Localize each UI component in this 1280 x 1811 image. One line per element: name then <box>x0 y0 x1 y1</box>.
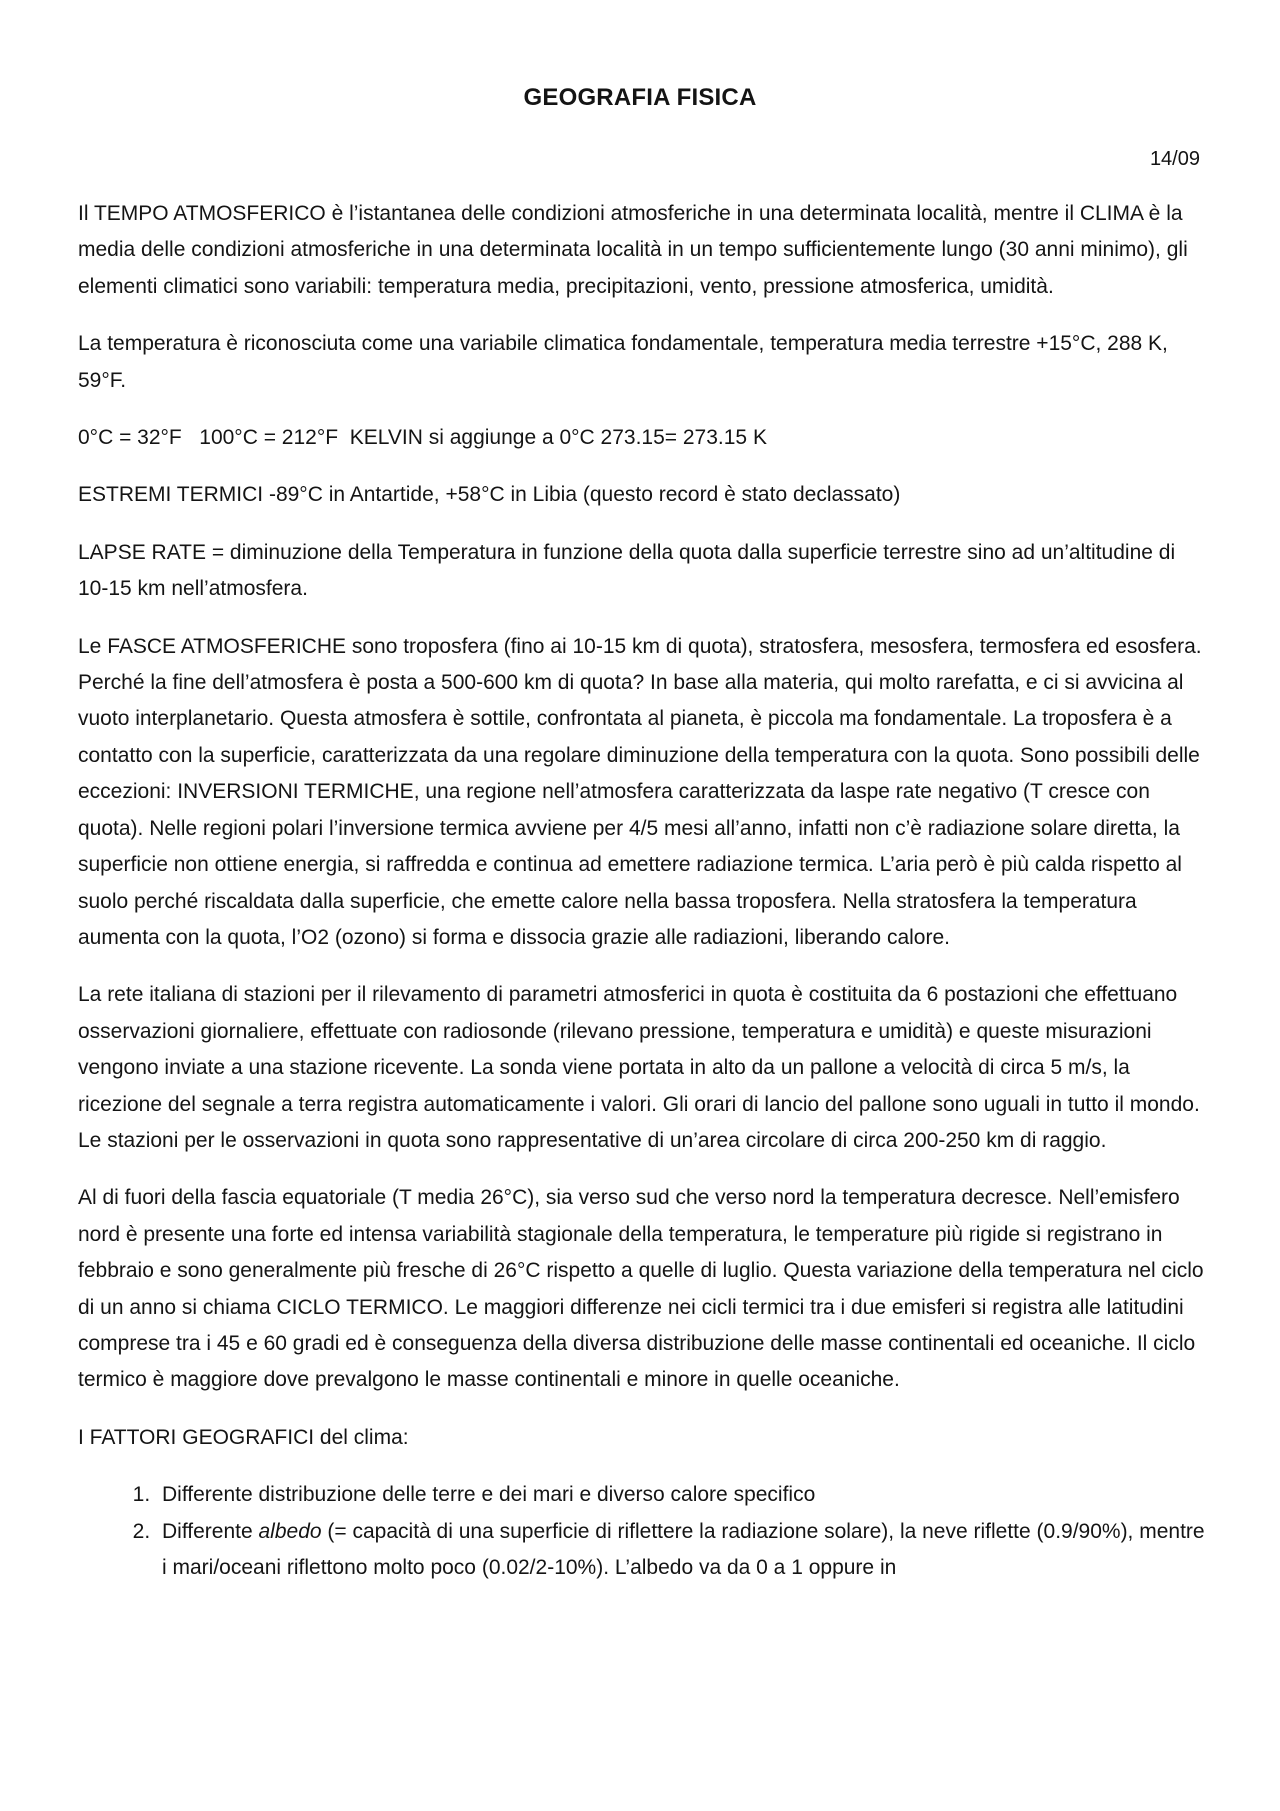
factors-list <box>78 1477 1208 1586</box>
date-label: 14/09 <box>1149 148 1200 170</box>
paragraph-rete-italiana: La rete italiana di stazioni per il rilevamento di parametri atmosferici in quota è costituita da 6 postazioni che effettuano osservazioni giornaliere, effettuate con radiosonde (rilevano pressione, temperatura e umidità) e queste misurazioni vengono inviate a una stazione ricevente. La sonda viene portata in alto da un pallone a velocità di circa 5 m/s, la ricezione del segnale a terra registra automaticamente i valori. Gli orari di lancio del pallone sono uguali in tutto il mondo. Le stazioni per le osservazioni in quota sono rappresentative di un’area circolare di circa 200-250 km di raggio. <box>78 983 1200 1152</box>
list-item-text-after: (= capacità di una superficie di riflettere la radiazione solare), la neve riflette (0.9/90%), mentre i mari/oceani riflettono molto poco (0.02/2-10%). L’albedo va da 0 a 1 oppure in <box>162 1519 1205 1579</box>
paragraph-temperatura: La temperatura è riconosciuta come una variabile climatica fondamentale, temperatura media terrestre +15°C, 288 K, 59°F. <box>78 332 1168 392</box>
paragraph-lapse-rate: LAPSE RATE = diminuzione della Temperatura in funzione della quota dalla superficie terrestre sino ad un’altitudine di 10-15 km nell’atmosfera. <box>78 540 1176 601</box>
list-item <box>156 1514 1208 1587</box>
list-item-text: Differente distribuzione delle terre e dei mari e diverso calore specifico <box>162 1483 816 1507</box>
albedo-term: albedo <box>258 1519 322 1543</box>
paragraph-conversioni: 0°C = 32°F 100°C = 212°F KELVIN si aggiunge a 0°C 273.15= 273.15 K <box>78 426 767 450</box>
paragraph-fasce-atmosferiche: Le FASCE ATMOSFERICHE sono troposfera (fino ai 10-15 km di quota), stratosfera, mesosfera, termosfera ed esosfera. Perché la fine dell’atmosfera è posta a 500-600 km di quota? In base alla materia, qui molto rarefatta, e ci si avvicina al vuoto interplanetario. Questa atmosfera è sottile, confrontata al pianeta, è piccola ma fondamentale. La troposfera è a contatto con la superficie, caratterizzata da una regolare diminuzione della temperatura con la quota. Sono possibili delle eccezioni: INVERSIONI TERMICHE, una regione nell’atmosfera caratterizzata da laspe rate negativo (T cresce con quota). Nelle regioni polari l’inversione termica avviene per 4/5 mesi all’anno, infatti non c’è radiazione solare diretta, la superficie non ottiene energia, si raffredda e continua ad emettere radiazione termica. L’aria però è più calda rispetto al suolo perché riscaldata dalla superficie, che emette calore nella bassa troposfera. Nella stratosfera la temperatura aumenta con la quota, l’O2 (ozono) si forma e dissocia grazie alle radiazioni, liberando calore. <box>78 634 1202 949</box>
document-body <box>78 196 1208 1586</box>
paragraph-ciclo-termico: Al di fuori della fascia equatoriale (T media 26°C), sia verso sud che verso nord la temperatura decresce. Nell’emisfero nord è presente una forte ed intensa variabilità stagionale della temperatura, le temperature più rigide si registrano in febbraio e sono generalmente più fresche di 26°C rispetto a quelle di luglio. Questa variazione della temperatura nel ciclo di un anno si chiama CICLO TERMICO. Le maggiori differenze nei cicli termici tra i due emisferi si registra alle latitudini comprese tra i 45 e 60 gradi ed è conseguenza della diversa distribuzione delle masse continentali ed oceaniche. Il ciclo termico è maggiore dove prevalgono le masse continentali e minore in quelle oceaniche. <box>78 1186 1204 1392</box>
list-item <box>156 1477 1208 1513</box>
paragraph-tempo-clima: Il TEMPO ATMOSFERICO è l’istantanea delle condizioni atmosferiche in una determinata località, mentre il CLIMA è la media delle condizioni atmosferiche in una determinata località in un tempo sufficientemente lungo (30 anni minimo), gli elementi climatici sono variabili: temperatura media, precipitazioni, vento, pressione atmosferica, umidità. <box>78 202 1188 298</box>
list-item-text-before: Differente <box>162 1519 259 1543</box>
page-title: GEOGRAFIA FISICA <box>523 84 757 111</box>
paragraph-fattori-geografici: I FATTORI GEOGRAFICI del clima: <box>78 1425 409 1449</box>
paragraph-estremi-termici: ESTREMI TERMICI -89°C in Antartide, +58°C in Libia (questo record è stato declassato) <box>78 483 901 507</box>
